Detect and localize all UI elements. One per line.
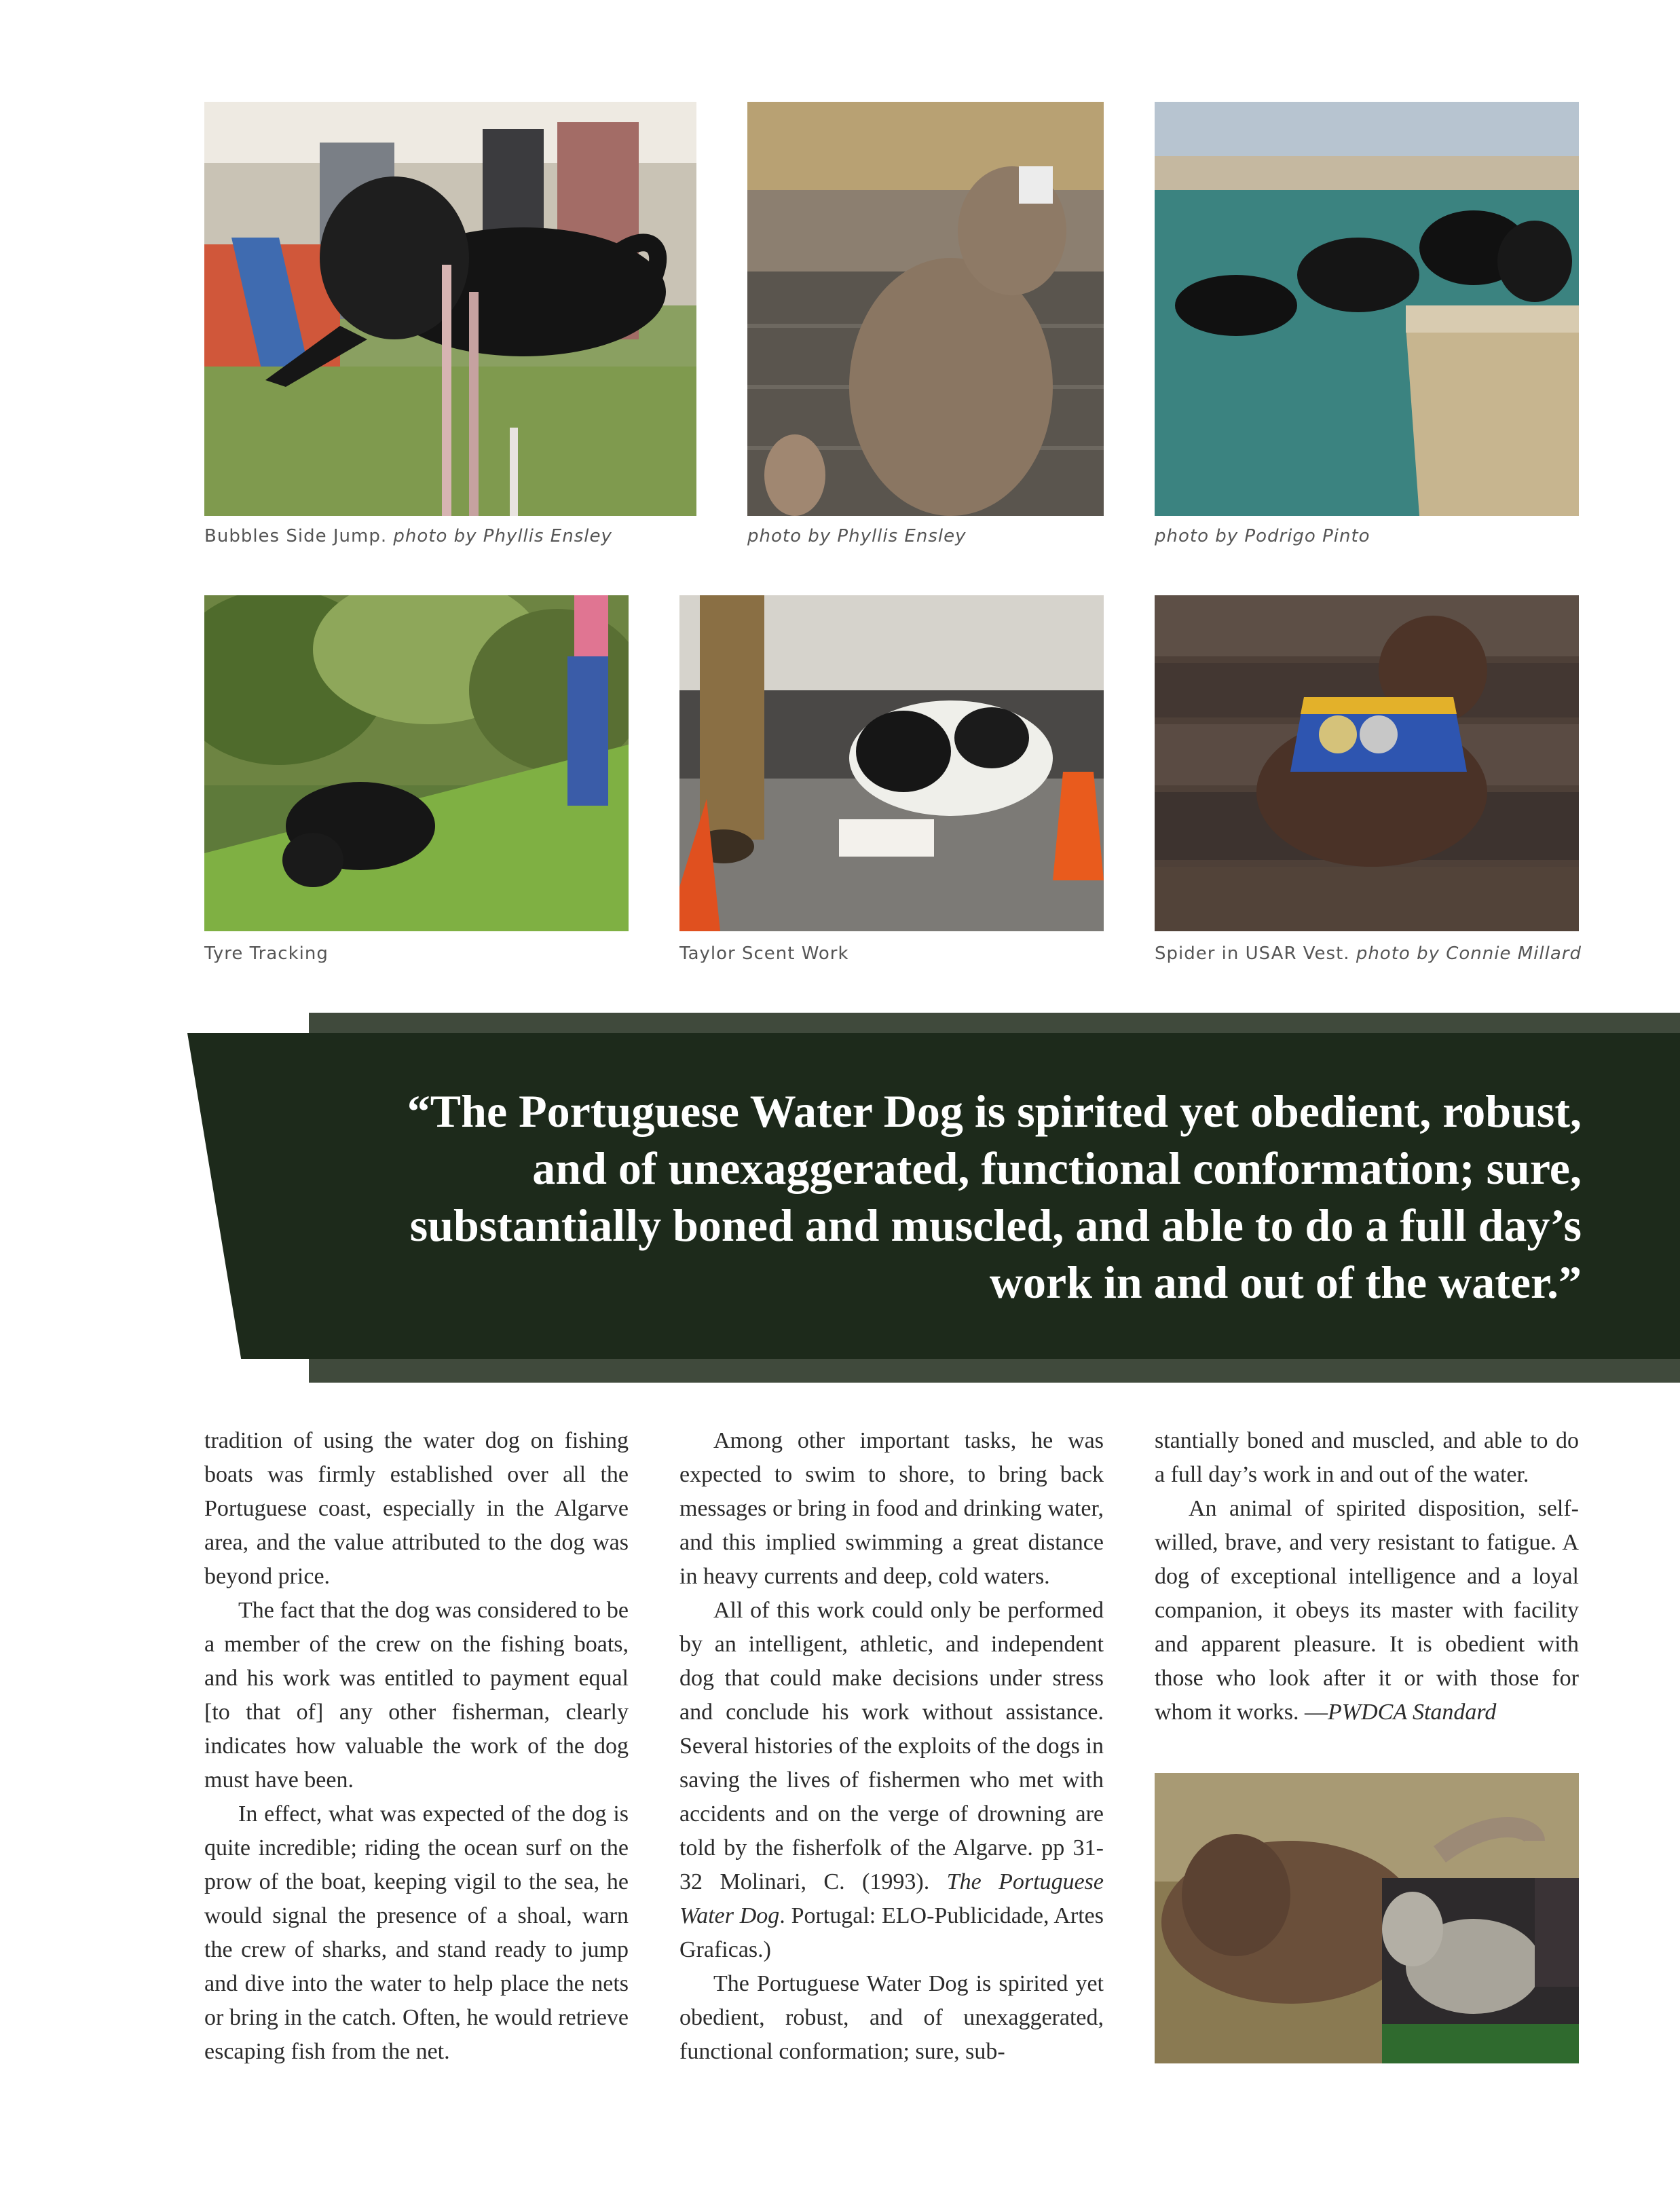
caption-tyre-tracking xyxy=(204,943,329,964)
caption-text: Taylor Scent Work xyxy=(679,943,849,964)
paragraph: tradition of using the water dog on fishing boats was firmly established over all the Portuguese coast, especially in the Algarve area, and the value attributed to the dog was beyond price. xyxy=(204,1428,629,1589)
caption-spider-usar-vest xyxy=(1155,943,1582,964)
paragraph: The Portuguese Water Dog is spirited yet obedient, robust, and of unexaggerated, functional conformation; sure, sub- xyxy=(679,1971,1104,2064)
scent-work-image xyxy=(679,595,1104,931)
tyre-tracking-image xyxy=(204,595,629,931)
photo-dogs-jumping-into-sea xyxy=(1155,102,1579,516)
paragraph: The fact that the dog was considered to be a member of the crew on the fishing boats, and his work was entitled to payment equal [to that of] any other fisherman, clearly indicates how valuable the work of the dog must have been. xyxy=(204,1598,629,1793)
photo-tyre-tracking xyxy=(204,595,629,931)
photo-bubbles-side-jump xyxy=(204,102,696,516)
paragraph xyxy=(679,1594,1104,1967)
caption-text: Spider in USAR Vest. xyxy=(1155,943,1350,964)
usar-vest-image xyxy=(1155,595,1579,931)
text-column-2 xyxy=(679,1424,1104,2069)
photo-dogs-field-and-show xyxy=(1155,1773,1579,2063)
caption-sitting-dog xyxy=(747,526,967,546)
pull-quote: “The Portuguese Water Dog is spirited yet obedient, robust, and of unexaggerated, functional conformation; sure, substantially boned and muscled, and able to do a full day’s work in and out of the water.” xyxy=(407,1085,1582,1308)
sitting-dog-image xyxy=(747,102,1104,516)
paragraph: In effect, what was expected of the dog is quite incredible; riding the ocean surf on the prow of the boat, keeping vigil to the sea, he would signal the presence of a shoal, warn the crew of sharks, and stand ready to jump and dive into the water to help place the nets or bring in the catch. Often, he would retrieve escaping fish from the net. xyxy=(204,1801,629,2064)
paragraph: stantially boned and muscled, and able to do a full day’s work in and out of the water. xyxy=(1155,1428,1579,1487)
caption-dogs-jumping-into-sea xyxy=(1155,526,1370,546)
photo-taylor-scent-work xyxy=(679,595,1104,931)
paragraph-text: . Portugal: ELO-Publicidade, Artes Graficas.) xyxy=(679,1903,1104,1962)
bubbles-jump-image xyxy=(204,102,696,516)
paragraph: Among other important tasks, he was expected to swim to shore, to bring back messages or bring in food and drinking water, and this implied swimming a great distance in heavy currents and deep, cold waters. xyxy=(679,1428,1104,1589)
photo-credit: photo by Phyllis Ensley xyxy=(393,526,612,546)
standard-source: PWDCA Standard xyxy=(1328,1700,1497,1725)
photo-credit: photo by Phyllis Ensley xyxy=(747,526,967,546)
photo-sitting-dog xyxy=(747,102,1104,516)
text-column-1 xyxy=(204,1424,629,2069)
photo-spider-usar-vest xyxy=(1155,595,1579,931)
photo-credit: photo by Connie Millard xyxy=(1356,943,1582,964)
paragraph-text: An animal of spirited disposition, self-willed, brave, and very resistant to fatigue. A dog of exceptional intelligence and a loyal companion, it obeys its master with facility and apparent pleasure. It is obedient with those who look after it or with those for whom it works. — xyxy=(1155,1496,1579,1725)
book-title: The Portuguese Water Dog xyxy=(679,1869,1104,1928)
caption-text: Bubbles Side Jump. xyxy=(204,526,388,546)
photo-credit: photo by Podrigo Pinto xyxy=(1155,526,1370,546)
caption-text: Tyre Tracking xyxy=(204,943,329,964)
caption-taylor-scent-work xyxy=(679,943,849,964)
text-column-3 xyxy=(1155,1424,1579,1729)
sea-dogs-image xyxy=(1155,102,1579,516)
caption-bubbles-side-jump xyxy=(204,526,612,546)
field-show-image xyxy=(1155,1773,1579,2063)
paragraph xyxy=(1155,1492,1579,1729)
paragraph-text: All of this work could only be performed by an intelligent, athletic, and independent dog that could make decisions under stress and conclude his work without assistance. Several histories of the exploits of the dogs in saving the lives of fishermen who met with accidents and on the verge of drowning are told by the fisherfolk of the Algarve. pp 31-32 Molinari, C. (1993). xyxy=(679,1598,1104,1894)
